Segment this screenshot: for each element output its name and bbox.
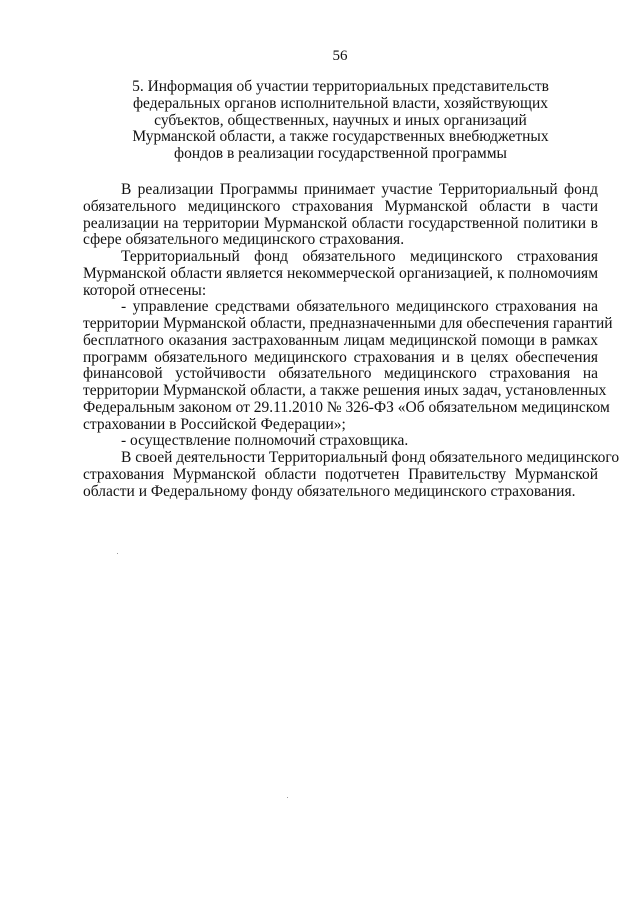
- text-line: территории Мурманской области, а также решения иных задач, установленных: [83, 382, 607, 399]
- paragraph: [83, 433, 598, 450]
- text-line: которой отнесены:: [83, 281, 207, 299]
- text-line: финансовой устойчивости обязательного медицинского страхования на: [83, 365, 598, 383]
- text-line: - управление средствами обязательного медицинского страхования на: [121, 298, 598, 316]
- heading-line: Мурманской области, а также государственных внебюджетных: [132, 128, 549, 146]
- section-heading: [83, 79, 598, 163]
- text-line: В своей деятельности Территориальный фонд обязательного медицинского: [121, 449, 620, 466]
- text-line: Федеральным законом от 29.11.2010 № 326-ФЗ «Об обязательном медицинском: [83, 398, 610, 416]
- text-line: страхования Мурманской области подотчетен Правительству Мурманской: [83, 465, 598, 483]
- text-line: сфере обязательного медицинского страхования.: [83, 231, 405, 249]
- text-line: реализации на территории Мурманской области государственной политики в: [83, 214, 598, 232]
- heading-line: субъектов, общественных, научных и иных организаций: [154, 111, 527, 129]
- text-line: программ обязательного медицинского страхования и в целях обеспечения: [83, 348, 598, 366]
- text-line: обязательного медицинского страхования Мурманской области в части: [83, 197, 598, 215]
- text-line: страховании в Российской Федерации»;: [83, 415, 346, 433]
- heading-line: федеральных органов исполнительной власти, хозяйствующих: [132, 94, 548, 112]
- scan-speck: [117, 553, 118, 554]
- text-line: территории Мурманской области, предназначенными для обеспечения гарантий: [83, 315, 613, 332]
- paragraph: [83, 298, 613, 433]
- text-line: Территориальный фонд обязательного медицинского страхования: [121, 248, 598, 265]
- text-line: бесплатного оказания застрахованным лицам медицинской помощи в рамках: [83, 331, 598, 349]
- paragraph: [83, 182, 598, 249]
- document-body: [83, 181, 620, 500]
- scan-speck: [287, 797, 288, 798]
- heading-line: фондов в реализации государственной программы: [174, 145, 507, 163]
- page-number: 56: [332, 48, 348, 64]
- text-line: Мурманской области является некоммерческой организацией, к полномочиям: [83, 264, 598, 282]
- text-line: области и Федеральному фонду обязательного медицинского страхования.: [83, 482, 576, 500]
- paragraph: [83, 249, 598, 299]
- text-line: - осуществление полномочий страховщика.: [121, 432, 409, 450]
- text-line: В реализации Программы принимает участие Территориальный фонд: [121, 181, 598, 198]
- heading-line: 5. Информация об участии территориальных представительств: [132, 78, 549, 95]
- paragraph: [83, 449, 620, 500]
